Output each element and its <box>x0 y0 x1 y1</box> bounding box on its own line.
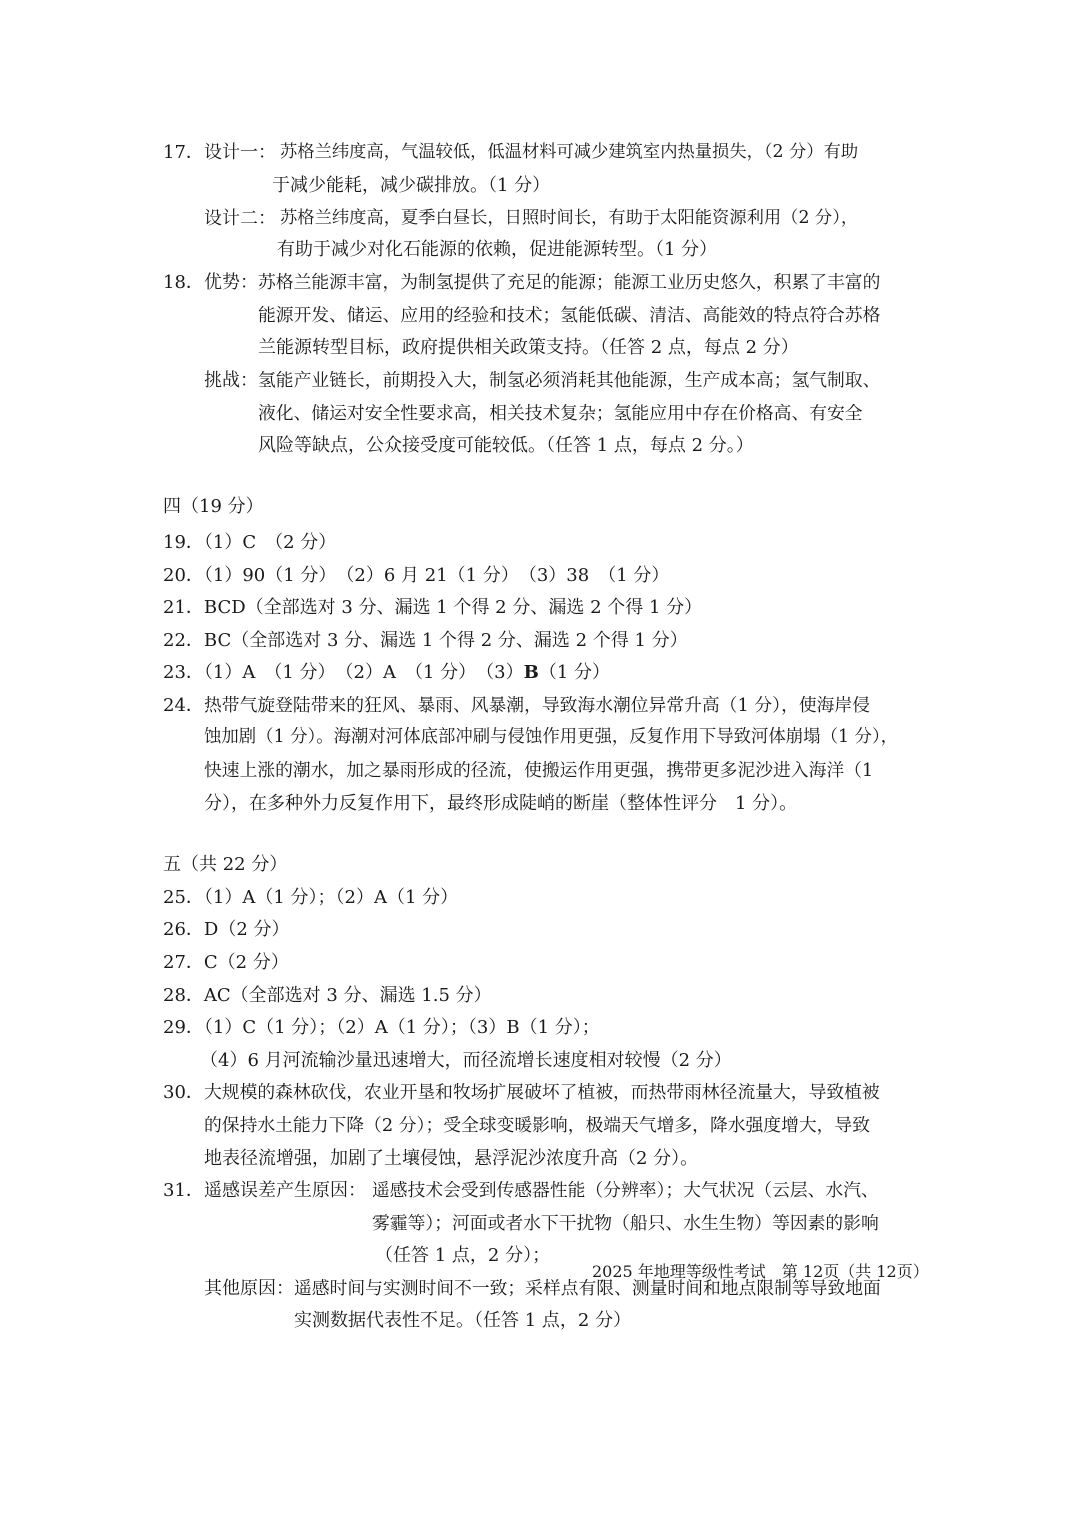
q23-answer-bold: B <box>523 662 539 683</box>
q31-other-label: 其他原因： <box>204 1278 294 1299</box>
q24-line1: 热带气旋登陆带来的狂风、暴雨、风暴潮，导致海水潮位异常升高（1 分），使海岸侵 <box>204 695 870 716</box>
q17-design1-line2: 于减少能耗，减少碳排放。（1 分） <box>272 175 551 196</box>
q17-design1-label: 设计一： <box>204 142 276 163</box>
q18-advantage-label: 优势： <box>204 272 258 293</box>
q27-answer: 27．C（2 分） <box>163 952 289 973</box>
q18-challenge-label: 挑战： <box>204 370 258 391</box>
q20-answer: 20．（1）90（1 分） （2）6 月 21（1 分） （3）38 （1 分） <box>163 565 670 586</box>
q23-answer-part2: （1 分） <box>538 662 611 683</box>
q17-design1-line1: 苏格兰纬度高，气温较低，低温材料可减少建筑室内热量损失，（2 分）有助 <box>280 142 859 162</box>
q29-line2: （4）6 月河流输沙量迅速增大，而径流增长速度相对较慢（2 分） <box>200 1050 732 1071</box>
q31-number: 31． <box>163 1180 204 1201</box>
q31-reason-line3: （任答 1 点，2 分）； <box>375 1245 551 1266</box>
q22-answer: 22．BC（全部选对 3 分、漏选 1 个得 2 分、漏选 2 个得 1 分） <box>163 630 688 651</box>
q18-challenge-line2: 液化、储运对安全性要求高，相关技术复杂；氢能应用中存在价格高、有安全 <box>258 403 863 424</box>
q31-reason-line2: 雾霾等）；河面或者水下干扰物（船只、水生生物）等因素的影响 <box>372 1213 879 1234</box>
q18-challenge-line3: 风险等缺点，公众接受度可能较低。（任答 1 点，每点 2 分。） <box>258 435 754 456</box>
page-footer: 2025 年地理等级性考试 第 12页（共 12页） <box>592 1262 929 1281</box>
q17-design2-label: 设计二： <box>204 208 276 229</box>
q31-other-line1: 遥感时间与实测时间不一致；采样点有限、测量时间和地点限制等导致地面 <box>294 1278 881 1299</box>
section5-heading: 五（共 22 分） <box>163 854 288 875</box>
q21-answer: 21．BCD（全部选对 3 分、漏选 1 个得 2 分、漏选 2 个得 1 分） <box>163 597 703 618</box>
q17-design2-line1: 苏格兰纬度高，夏季白昼长，日照时间长，有助于太阳能资源利用（2 分）， <box>280 208 859 228</box>
q24-line2: 蚀加剧（1 分）。海潮对河体底部冲刷与侵蚀作用更强，反复作用下导致河体崩塌（1 分）， <box>204 727 899 747</box>
q23-answer <box>163 664 610 682</box>
q24-line4: 分），在多种外力反复作用下，最终形成陡峭的断崖（整体性评分 1 分）。 <box>204 793 798 814</box>
q23-answer-part1: 23．（1）A （1 分） （2）A （1 分） （3） <box>163 662 524 683</box>
q24-line3: 快速上涨的潮水，加之暴雨形成的径流，使搬运作用更强，携带更多泥沙进入海洋（1 <box>204 760 874 781</box>
q30-line1: 大规模的森林砍伐，农业开垦和牧场扩展破坏了植被，而热带雨林径流量大，导致植被 <box>204 1082 880 1103</box>
section4-heading: 四（19 分） <box>163 496 264 517</box>
q24-number: 24． <box>163 695 204 716</box>
q31-reason-label: 遥感误差产生原因： <box>204 1180 366 1201</box>
q30-number: 30． <box>163 1082 204 1103</box>
q18-challenge-line1: 氢能产业链长，前期投入大，制氢必须消耗其他能源，生产成本高；氢气制取、 <box>258 370 881 391</box>
q30-line3: 地表径流增强，加剧了土壤侵蚀，悬浮泥沙浓度升高（2 分）。 <box>204 1148 699 1169</box>
q18-advantage-line1: 苏格兰能源丰富，为制氢提供了充足的能源；能源工业历史悠久，积累了丰富的 <box>258 272 881 293</box>
q18-advantage-line2: 能源开发、储运、应用的经验和技术；氢能低碳、清洁、高能效的特点符合苏格 <box>258 305 881 326</box>
q17-number: 17． <box>163 142 204 163</box>
q28-answer: 28．AC（全部选对 3 分、漏选 1.5 分） <box>163 985 492 1006</box>
q18-advantage-line3: 兰能源转型目标，政府提供相关政策支持。（任答 2 点，每点 2 分） <box>258 337 799 358</box>
q30-line2: 的保持水土能力下降（2 分）；受全球变暖影响，极端天气增多，降水强度增大，导致 <box>204 1115 870 1136</box>
q29-line1: 29．（1）C（1 分）；（2）A（1 分）；（3）B（1 分）； <box>163 1017 600 1038</box>
q17-design2-line2: 有助于减少对化石能源的依赖，促进能源转型。（1 分） <box>277 239 718 260</box>
q31-other-line2: 实测数据代表性不足。（任答 1 点，2 分） <box>294 1310 632 1331</box>
q18-number: 18． <box>163 272 204 293</box>
q26-answer: 26．D（2 分） <box>163 919 290 940</box>
q25-answer: 25．（1）A（1 分）；（2）A（1 分） <box>163 887 459 908</box>
q19-answer: 19．（1）C （2 分） <box>163 532 337 553</box>
q31-reason-line1: 遥感技术会受到传感器性能（分辨率）；大气状况（云层、水汽、 <box>372 1180 879 1201</box>
